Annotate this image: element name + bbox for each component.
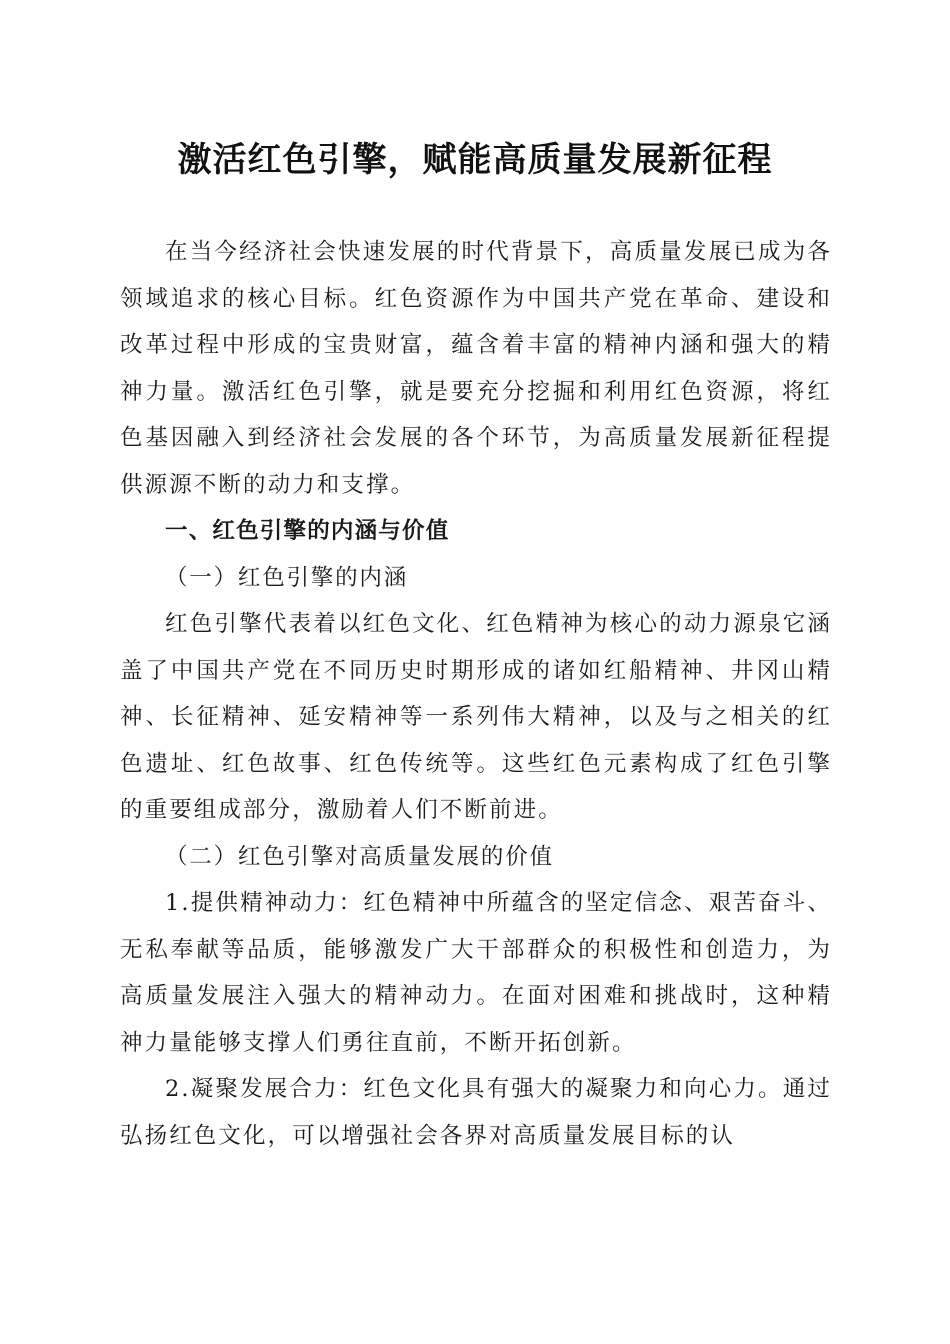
section-heading: 一、红色引擎的内涵与价值 [165,518,450,544]
subsection-heading: （一）红色引擎的内涵 [165,564,409,591]
list-item-paragraph: 2.凝聚发展合力：红色文化具有强大的凝聚力和向心力。通过弘扬红色文化，可以增强社会各界对高质量发展目标的认 [120,1076,832,1149]
list-item-paragraph: 1.提供精神动力：红色精神中所蕴含的坚定信念、艰苦奋斗、无私奉献等品质，能够激发广大干部群众的积极性和创造力，为高质量发展注入强大的精神动力。在面对困难和挑战时，这种精神力量能够支撑人们勇往直前，不断开拓创新。 [120,890,832,1056]
document-title: 激活红色引擎，赋能高质量发展新征程 [177,140,773,180]
intro-paragraph: 在当今经济社会快速发展的时代背景下，高质量发展已成为各领域追求的核心目标。红色资源作为中国共产党在革命、建设和改革过程中形成的宝贵财富，蕴含着丰富的精神内涵和强大的精神力量。激活红色引擎，就是要充分挖掘和利用红色资源，将红色基因融入到经济社会发展的各个环节，为高质量发展新征程提供源源不断的动力和支撑。 [120,239,832,498]
subsection-heading: （二）红色引擎对高质量发展的价值 [165,843,554,870]
document-body [120,229,832,1159]
subsection-paragraph: 红色引擎代表着以红色文化、红色精神为核心的动力源泉它涵盖了中国共产党在不同历史时期形成的诸如红船精神、井冈山精神、长征精神、延安精神等一系列伟大精神，以及与之相关的红色遗址、红色故事、红色传统等。这些红色元素构成了红色引擎的重要组成部分，激励着人们不断前进。 [120,611,832,823]
